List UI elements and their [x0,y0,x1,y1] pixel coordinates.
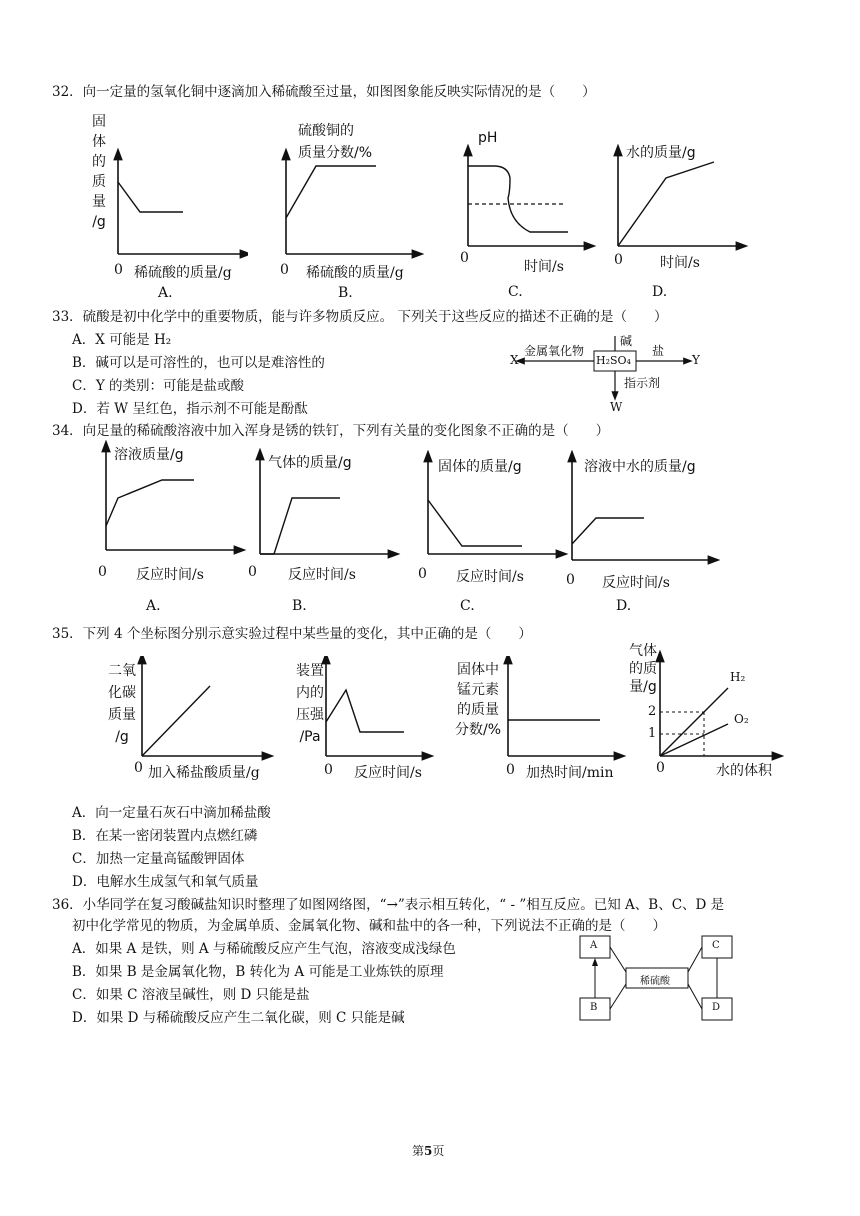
q34c-origin: 0 [418,566,427,582]
q32-graph-d [610,130,760,302]
q34a-xlabel: 反应时间/s [136,567,204,583]
q33-right-end: Y [692,353,700,367]
q32-graph-a [88,112,248,302]
q35-3-ylabel-3: 分数/% [454,722,502,738]
q33-left-label: 金属氧化物 [524,344,585,358]
q35-2-ylabel-2: 压强 [296,707,324,723]
q32d-ylabel: 水的质量/g [626,145,696,161]
q35-option-b: B．在某一密闭装置内点燃红磷 [72,828,258,844]
q35-1-ylabel-3: /g [115,729,129,745]
q35-1-ylabel-2: 质量 [108,707,136,723]
q36-option-b: B．如果 B 是金属氧化物，B 转化为 A 可能是工业炼铁的原理 [72,964,444,980]
q35-4-o2-label: O₂ [734,712,749,726]
q35-2-ylabel-1: 内的 [296,685,324,701]
q32a-ylabel-5: /g [92,214,106,230]
q32-graph-c [456,126,606,302]
q35-option-c: C．加热一定量高锰酸钾固体 [72,851,245,867]
q32c-letter: C. [508,284,523,300]
q33-option-c: C．Y 的类别：可能是盐或酸 [72,378,245,394]
q36-option-c: C．如果 C 溶液呈碱性，则 D 只能是盐 [72,987,310,1003]
q32d-xlabel: 时间/s [660,255,700,271]
q33-option-a: A．X 可能是 H₂ [72,332,172,348]
q36-center-node: 稀硫酸 [640,976,670,987]
q35-4-ylabel-1: 的质 [629,661,657,677]
q32c-ylabel: pH [478,130,498,146]
q34a-letter: A. [146,598,161,614]
q35-4-tick-1: 1 [648,726,657,741]
page-suffix: 页 [432,1144,445,1158]
q36-option-d: D．如果 D 与稀硫酸反应产生二氧化碳，则 C 只能是碱 [72,1010,405,1026]
q35-1-ylabel-1: 化碳 [108,685,136,701]
q35-4-xlabel: 水的体积 [716,763,772,779]
q35-4-ylabel-0: 气体 [629,643,657,659]
q33-option-b: B．碱可以是可溶性的，也可以是难溶性的 [72,355,325,371]
q32a-ylabel-3: 质 [92,174,106,190]
q36-stem-line1: 36．小华同学在复习酸碱盐知识时整理了如图网络图，“→”表示相互转化，“ - ”相互反应。已知 A、B、C、D 是 [52,897,725,913]
q35-3-xlabel: 加热时间/min [526,765,614,781]
q34c-ylabel: 固体的质量/g [438,459,522,475]
q33-left-end: X [510,353,519,367]
q32d-origin: 0 [614,252,623,268]
q35-3-origin: 0 [506,762,515,778]
q35-4-origin: 0 [656,760,665,776]
q35-graph-4 [624,640,784,782]
q34-graph-b [246,448,406,615]
q36-stem-line2: 初中化学常见的物质，为金属单质、金属氧化物、碱和盐中的各一种，下列说法不正确的是（ ） [72,918,666,934]
q35-1-xlabel: 加入稀盐酸质量/g [148,765,260,781]
q35-graph-3 [450,656,630,782]
q32a-xlabel: 稀硫酸的质量/g [134,265,232,281]
q36-network-diagram [578,934,744,1022]
q34c-letter: C. [460,598,475,614]
page-value: 5 [424,1144,433,1158]
q35-2-ylabel-3: /Pa [299,729,321,745]
q36-option-a: A．如果 A 是铁，则 A 与稀硫酸反应产生气泡，溶液变成浅绿色 [72,941,456,957]
q32b-ylabel-0: 硫酸铜的 [298,123,354,139]
q34b-ylabel: 气体的质量/g [268,455,352,471]
q35-2-xlabel: 反应时间/s [354,765,422,781]
q34a-origin: 0 [98,564,107,580]
q34-graph-c [414,450,574,615]
q34d-xlabel: 反应时间/s [602,575,670,591]
q32a-origin: 0 [114,262,123,278]
q34c-xlabel: 反应时间/s [456,569,524,585]
q35-1-ylabel-0: 二氧 [108,663,136,679]
q32a-ylabel-4: 量 [92,194,106,210]
q34-graph-a [92,440,252,615]
q36-node-a: A [590,940,598,951]
q32c-origin: 0 [460,250,469,266]
q35-4-tick-2: 2 [648,704,657,719]
q34-graph-d [558,450,738,615]
q35-option-d: D．电解水生成氢气和氧气质量 [72,874,259,890]
q35-4-ylabel-2: 量/g [629,679,657,695]
q35-option-a: A．向一定量石灰石中滴加稀盐酸 [72,805,271,821]
q33-bottom-end: W [610,400,623,414]
q34-stem: 34．向足量的稀硫酸溶液中加入浑身是锈的铁钉，下列有关量的变化图象不正确的是（ ） [52,423,610,439]
q32a-ylabel-1: 体 [92,134,106,150]
q33-top-label: 碱 [620,334,633,348]
q32a-ylabel-2: 的 [92,154,106,170]
q32d-letter: D. [652,284,668,300]
q33-center: H₂SO₄ [596,354,631,367]
q32b-origin: 0 [280,262,289,278]
q35-4-h2-label: H₂ [730,670,746,684]
q35-2-ylabel-0: 装置 [296,663,324,679]
q32-graph-b [276,116,436,302]
q32b-xlabel: 稀硫酸的质量/g [306,265,404,281]
q32a-letter: A. [158,285,173,301]
q36-node-d: D [712,1002,721,1013]
q35-3-ylabel-2: 的质量 [457,702,499,718]
page-number [412,1142,444,1159]
q35-2-origin: 0 [324,762,333,778]
q33-right-label: 盐 [652,344,665,358]
q35-3-ylabel-0: 固体中 [457,662,499,678]
q32-stem: 32．向一定量的氢氧化铜中逐滴加入稀硫酸至过量，如图图象能反映实际情况的是（ ） [52,84,596,100]
q34b-letter: B. [292,598,307,614]
q35-graph-1 [100,656,280,782]
q33-reaction-diagram [508,328,708,418]
q33-stem: 33．硫酸是初中化学中的重要物质，能与许多物质反应。 下列关于这些反应的描述不正确的是（ ） [52,309,668,325]
q34d-origin: 0 [566,572,575,588]
q35-3-ylabel-1: 锰元素 [457,682,499,698]
q36-node-c: C [712,940,720,951]
q34d-ylabel: 溶液中水的质量/g [584,459,696,475]
q34b-origin: 0 [248,564,257,580]
q34b-xlabel: 反应时间/s [288,567,356,583]
q33-bottom-label: 指示剂 [624,376,661,390]
q32c-xlabel: 时间/s [524,259,564,275]
q34a-ylabel: 溶液质量/g [114,447,184,463]
q35-stem: 35．下列 4 个坐标图分别示意实验过程中某些量的变化，其中正确的是（ ） [52,626,532,642]
q35-graph-2 [288,656,438,782]
q33-option-d: D．若 W 呈红色，指示剂不可能是酚酞 [72,401,308,417]
q35-1-origin: 0 [134,760,143,776]
q32b-ylabel-1: 质量分数/% [298,145,373,161]
q36-node-b: B [590,1002,598,1013]
q32a-ylabel-0: 固 [92,114,106,130]
q32b-letter: B. [338,285,353,301]
q34d-letter: D. [616,598,632,614]
page-prefix: 第 [412,1144,425,1158]
